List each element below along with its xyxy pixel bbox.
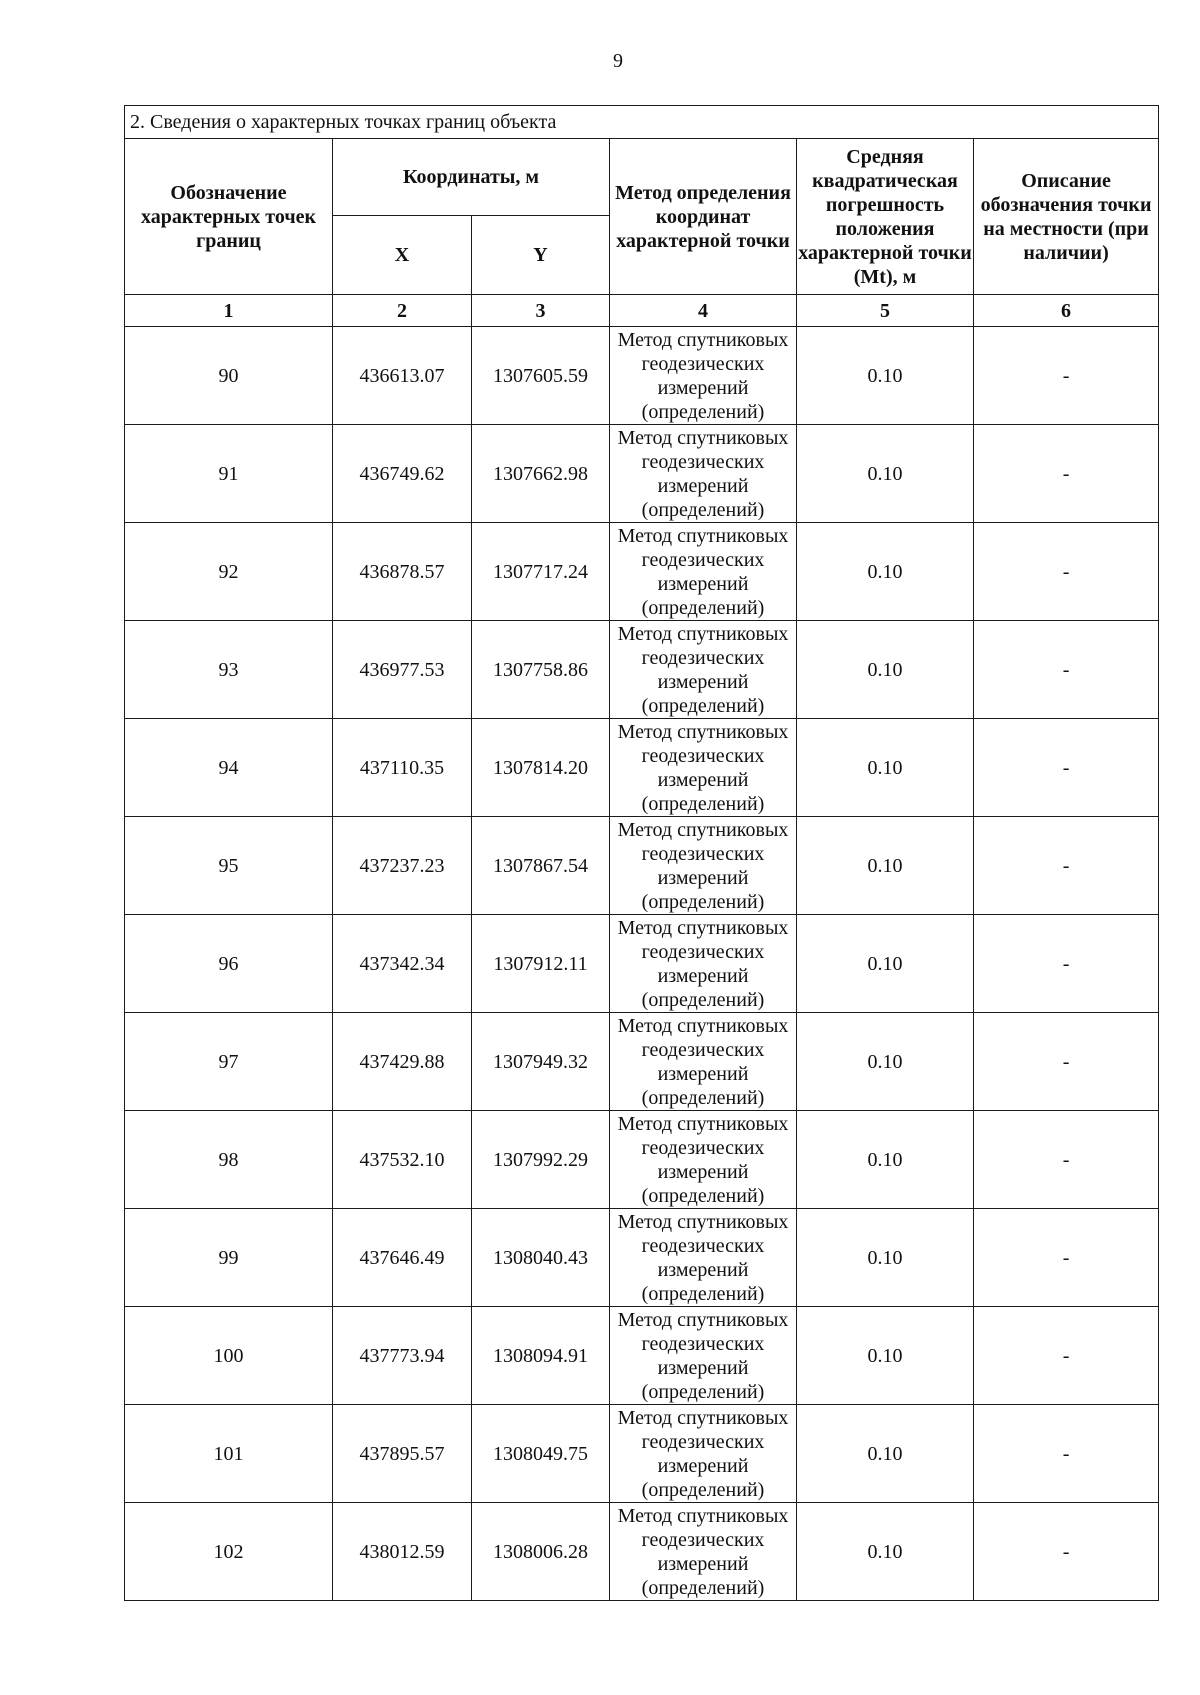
point-cell: 93 (125, 621, 333, 719)
method-cell: Метод спутниковых геодезических измерений (определений) (610, 1307, 797, 1405)
error-cell: 0.10 (797, 523, 974, 621)
x-coordinate-cell: 437237.23 (333, 817, 472, 915)
y-coordinate-cell: 1307992.29 (472, 1111, 610, 1209)
x-coordinate-cell: 436878.57 (333, 523, 472, 621)
error-cell: 0.10 (797, 1503, 974, 1601)
column-number: 1 (125, 295, 333, 327)
description-cell: - (974, 1405, 1159, 1503)
error-cell: 0.10 (797, 621, 974, 719)
point-cell: 100 (125, 1307, 333, 1405)
x-coordinate-cell: 437773.94 (333, 1307, 472, 1405)
table-body (125, 327, 1159, 1601)
description-cell: - (974, 1307, 1159, 1405)
point-cell: 95 (125, 817, 333, 915)
error-cell: 0.10 (797, 1209, 974, 1307)
table-row (125, 1503, 1159, 1601)
description-cell: - (974, 1209, 1159, 1307)
x-coordinate-cell: 437646.49 (333, 1209, 472, 1307)
point-cell: 101 (125, 1405, 333, 1503)
y-coordinate-cell: 1307912.11 (472, 915, 610, 1013)
section-title: 2. Сведения о характерных точках границ объекта (125, 106, 1159, 139)
header-designation: Обозначение характерных точек границ (125, 139, 333, 295)
column-numbers-row (125, 295, 1159, 327)
column-number: 2 (333, 295, 472, 327)
table-row (125, 915, 1159, 1013)
method-cell: Метод спутниковых геодезических измерений (определений) (610, 719, 797, 817)
table-row (125, 1013, 1159, 1111)
y-coordinate-cell: 1308094.91 (472, 1307, 610, 1405)
header-row-1 (125, 139, 1159, 216)
description-cell: - (974, 1013, 1159, 1111)
header-error: Средняя квадратическая погрешность положения характерной точки (Mt), м (797, 139, 974, 295)
method-cell: Метод спутниковых геодезических измерений (определений) (610, 425, 797, 523)
description-cell: - (974, 523, 1159, 621)
method-cell: Метод спутниковых геодезических измерений (определений) (610, 1209, 797, 1307)
error-cell: 0.10 (797, 817, 974, 915)
x-coordinate-cell: 436977.53 (333, 621, 472, 719)
x-coordinate-cell: 437429.88 (333, 1013, 472, 1111)
section-title-row (125, 106, 1159, 139)
description-cell: - (974, 1111, 1159, 1209)
y-coordinate-cell: 1307814.20 (472, 719, 610, 817)
method-cell: Метод спутниковых геодезических измерений (определений) (610, 915, 797, 1013)
column-number: 3 (472, 295, 610, 327)
point-cell: 91 (125, 425, 333, 523)
description-cell: - (974, 915, 1159, 1013)
point-cell: 99 (125, 1209, 333, 1307)
error-cell: 0.10 (797, 425, 974, 523)
point-cell: 97 (125, 1013, 333, 1111)
point-cell: 94 (125, 719, 333, 817)
x-coordinate-cell: 436613.07 (333, 327, 472, 425)
y-coordinate-cell: 1307949.32 (472, 1013, 610, 1111)
header-coordinates: Координаты, м (333, 139, 610, 216)
table-row (125, 1307, 1159, 1405)
x-coordinate-cell: 438012.59 (333, 1503, 472, 1601)
table-row (125, 327, 1159, 425)
method-cell: Метод спутниковых геодезических измерений (определений) (610, 523, 797, 621)
method-cell: Метод спутниковых геодезических измерений (определений) (610, 1111, 797, 1209)
column-number: 6 (974, 295, 1159, 327)
method-cell: Метод спутниковых геодезических измерений (определений) (610, 1405, 797, 1503)
error-cell: 0.10 (797, 1405, 974, 1503)
x-coordinate-cell: 437532.10 (333, 1111, 472, 1209)
table-row (125, 1405, 1159, 1503)
header-method: Метод определения координат характерной точки (610, 139, 797, 295)
table-row (125, 1209, 1159, 1307)
y-coordinate-cell: 1307605.59 (472, 327, 610, 425)
header-y: Y (472, 216, 610, 295)
table-row (125, 523, 1159, 621)
point-cell: 98 (125, 1111, 333, 1209)
table-row (125, 719, 1159, 817)
header-x: X (333, 216, 472, 295)
x-coordinate-cell: 437110.35 (333, 719, 472, 817)
point-cell: 102 (125, 1503, 333, 1601)
page-number: 9 (613, 50, 623, 72)
column-number: 4 (610, 295, 797, 327)
description-cell: - (974, 425, 1159, 523)
table-row (125, 425, 1159, 523)
point-cell: 96 (125, 915, 333, 1013)
point-cell: 92 (125, 523, 333, 621)
method-cell: Метод спутниковых геодезических измерений (определений) (610, 1503, 797, 1601)
y-coordinate-cell: 1307662.98 (472, 425, 610, 523)
header-description: Описание обозначения точки на местности (при наличии) (974, 139, 1159, 295)
description-cell: - (974, 327, 1159, 425)
x-coordinate-cell: 436749.62 (333, 425, 472, 523)
method-cell: Метод спутниковых геодезических измерений (определений) (610, 621, 797, 719)
error-cell: 0.10 (797, 1307, 974, 1405)
description-cell: - (974, 1503, 1159, 1601)
column-number: 5 (797, 295, 974, 327)
table-row (125, 1111, 1159, 1209)
y-coordinate-cell: 1308049.75 (472, 1405, 610, 1503)
description-cell: - (974, 719, 1159, 817)
y-coordinate-cell: 1307717.24 (472, 523, 610, 621)
description-cell: - (974, 817, 1159, 915)
method-cell: Метод спутниковых геодезических измерений (определений) (610, 327, 797, 425)
x-coordinate-cell: 437895.57 (333, 1405, 472, 1503)
y-coordinate-cell: 1308006.28 (472, 1503, 610, 1601)
error-cell: 0.10 (797, 1013, 974, 1111)
error-cell: 0.10 (797, 719, 974, 817)
x-coordinate-cell: 437342.34 (333, 915, 472, 1013)
description-cell: - (974, 621, 1159, 719)
y-coordinate-cell: 1307758.86 (472, 621, 610, 719)
error-cell: 0.10 (797, 1111, 974, 1209)
error-cell: 0.10 (797, 327, 974, 425)
error-cell: 0.10 (797, 915, 974, 1013)
y-coordinate-cell: 1307867.54 (472, 817, 610, 915)
table-row (125, 621, 1159, 719)
boundary-points-table (124, 105, 1159, 1601)
point-cell: 90 (125, 327, 333, 425)
table-row (125, 817, 1159, 915)
y-coordinate-cell: 1308040.43 (472, 1209, 610, 1307)
method-cell: Метод спутниковых геодезических измерений (определений) (610, 1013, 797, 1111)
method-cell: Метод спутниковых геодезических измерений (определений) (610, 817, 797, 915)
